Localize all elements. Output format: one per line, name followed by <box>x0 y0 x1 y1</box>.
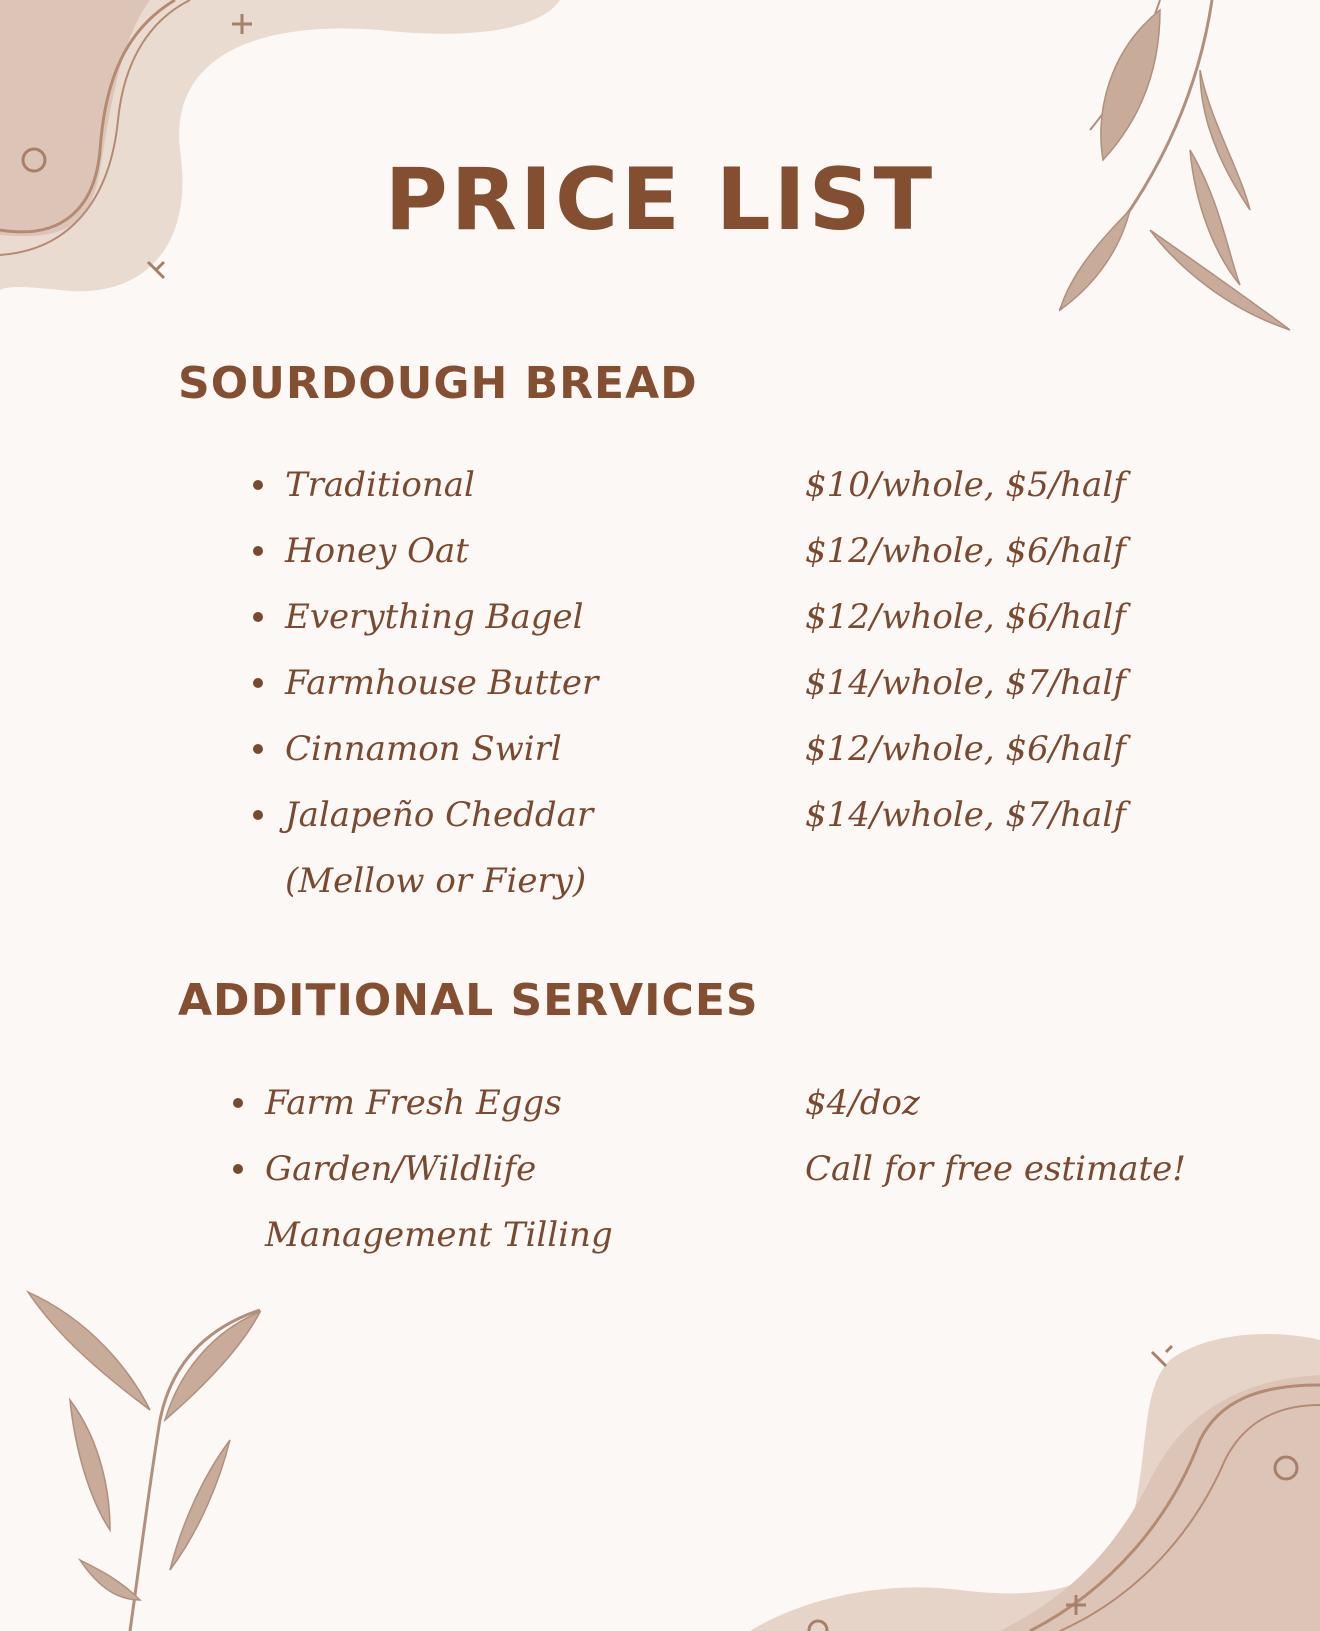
section-heading-additional-services: ADDITIONAL SERVICES <box>178 975 759 1026</box>
bullet-icon <box>253 744 263 754</box>
bottom-right-blob-decoration <box>750 1334 1320 1631</box>
list-item <box>285 650 598 716</box>
bottom-left-leaf-decoration <box>28 1292 260 1631</box>
list-item <box>285 518 469 584</box>
bullet-icon <box>253 480 263 490</box>
item-price: $10/whole, $5/half <box>805 465 1126 505</box>
list-item <box>285 716 562 782</box>
item-name: Traditional <box>285 465 475 505</box>
item-name-note: (Mellow or Fiery) <box>285 861 587 901</box>
item-price: $14/whole, $7/half <box>805 795 1126 835</box>
bullet-icon <box>253 678 263 688</box>
bullet-icon <box>253 612 263 622</box>
bullet-icon <box>253 546 263 556</box>
list-item <box>285 452 475 518</box>
item-price: $4/doz <box>805 1083 920 1123</box>
item-name: Jalapeño Cheddar <box>285 795 594 835</box>
item-name: Honey Oat <box>285 531 469 571</box>
page-title: PRICE LIST <box>384 150 936 250</box>
item-name: Everything Bagel <box>285 597 584 637</box>
item-price: $12/whole, $6/half <box>805 597 1126 637</box>
list-item <box>285 782 593 914</box>
item-name: Garden/Wildlife <box>265 1149 537 1189</box>
section-heading-sourdough-bread: SOURDOUGH BREAD <box>178 358 698 409</box>
item-name: Cinnamon Swirl <box>285 729 562 769</box>
item-price: $12/whole, $6/half <box>805 729 1126 769</box>
item-name-continued: Management Tilling <box>265 1215 613 1255</box>
bullet-icon <box>253 810 263 820</box>
item-price: Call for free estimate! <box>805 1149 1186 1189</box>
list-item <box>265 1070 562 1136</box>
item-name: Farm Fresh Eggs <box>265 1083 562 1123</box>
bullet-icon <box>233 1164 243 1174</box>
item-name: Farmhouse Butter <box>285 663 599 703</box>
item-price: $12/whole, $6/half <box>805 531 1126 571</box>
item-price: $14/whole, $7/half <box>805 663 1126 703</box>
bullet-icon <box>233 1098 243 1108</box>
list-item <box>265 1136 613 1268</box>
list-item <box>285 584 584 650</box>
